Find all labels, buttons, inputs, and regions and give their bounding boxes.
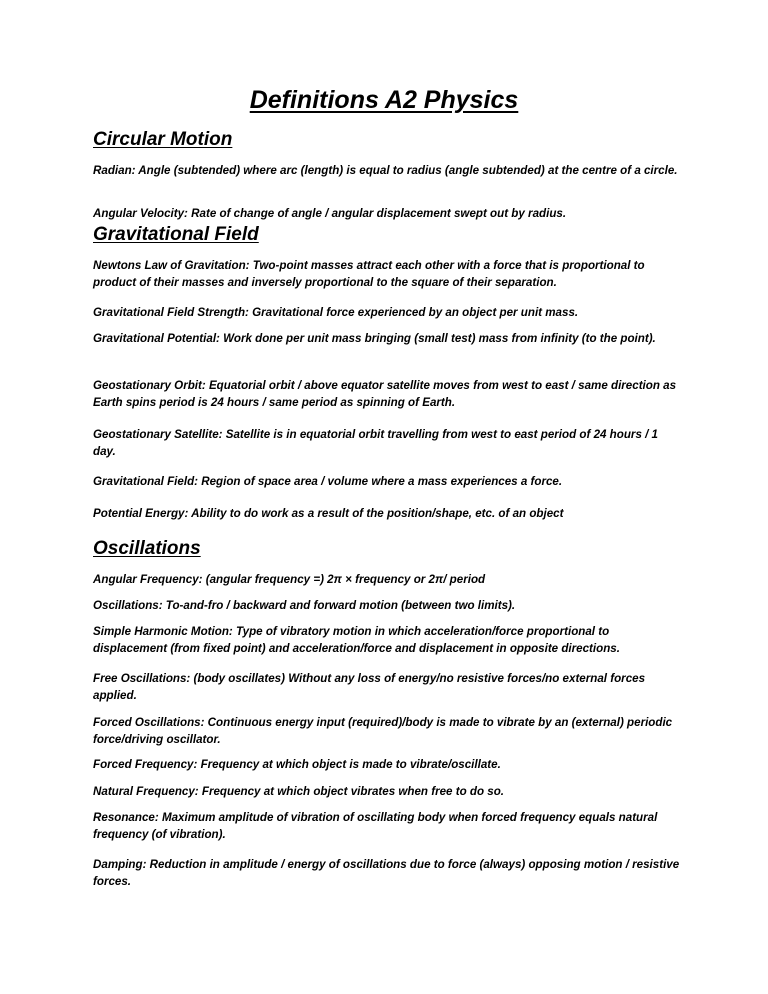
definition-gravitational-field: Gravitational Field: Region of space area / volume where a mass experiences a force. (93, 475, 563, 488)
definition-angular-velocity: Angular Velocity: Rate of change of angle / angular displacement swept out by radius. (93, 207, 567, 220)
definition-damping: Damping: Reduction in amplitude / energy of oscillations due to force (always) opposing motion / resistive forces. (93, 858, 680, 888)
definition-oscillations: Oscillations: To-and-fro / backward and forward motion (between two limits). (93, 599, 516, 612)
definition-forced-frequency: Forced Frequency: Frequency at which object is made to vibrate/oscillate. (93, 758, 501, 771)
definition-geostationary-satellite: Geostationary Satellite: Satellite is in equatorial orbit travelling from west to east period of 24 hours / 1 day. (93, 428, 659, 458)
section-heading-circular-motion: Circular Motion (93, 129, 233, 150)
definition-newtons-law-of-gravitation: Newtons Law of Gravitation: Two-point masses attract each other with a force that is proportional to product of their masses and inversely proportional to the square of their separation. (93, 259, 645, 289)
definition-forced-oscillations: Forced Oscillations: Continuous energy input (required)/body is made to vibrate by an (external) periodic force/driving oscillator. (93, 716, 673, 746)
definition-free-oscillations: Free Oscillations: (body oscillates) Without any loss of energy/no resistive forces/no external forces applied. (93, 672, 646, 702)
definition-angular-frequency: Angular Frequency: (angular frequency =) 2π × frequency or 2π/ period (93, 573, 486, 586)
page-title: Definitions A2 Physics (249, 86, 519, 114)
definition-gravitational-field-strength: Gravitational Field Strength: Gravitational force experienced by an object per unit mass. (93, 306, 579, 319)
section-heading-oscillations: Oscillations (93, 538, 201, 559)
definition-radian: Radian: Angle (subtended) where arc (length) is equal to radius (angle subtended) at the centre of a circle. (93, 164, 678, 177)
definition-simple-harmonic-motion: Simple Harmonic Motion: Type of vibratory motion in which acceleration/force proportional to displacement (from fixed point) and acceleration/force and displacement in opposite directions. (93, 625, 620, 655)
definition-potential-energy: Potential Energy: Ability to do work as a result of the position/shape, etc. of an object (93, 507, 564, 520)
definition-natural-frequency: Natural Frequency: Frequency at which object vibrates when free to do so. (93, 785, 505, 798)
definition-gravitational-potential: Gravitational Potential: Work done per unit mass bringing (small test) mass from infinity (to the point). (93, 332, 656, 345)
section-heading-gravitational-field: Gravitational Field (93, 224, 259, 245)
definition-geostationary-orbit: Geostationary Orbit: Equatorial orbit / above equator satellite moves from west to east / same direction as Earth spins period is 24 hours / same period as spinning of Earth. (93, 379, 677, 409)
definition-resonance: Resonance: Maximum amplitude of vibration of oscillating body when forced frequency equals natural frequency (of vibration). (93, 811, 658, 841)
